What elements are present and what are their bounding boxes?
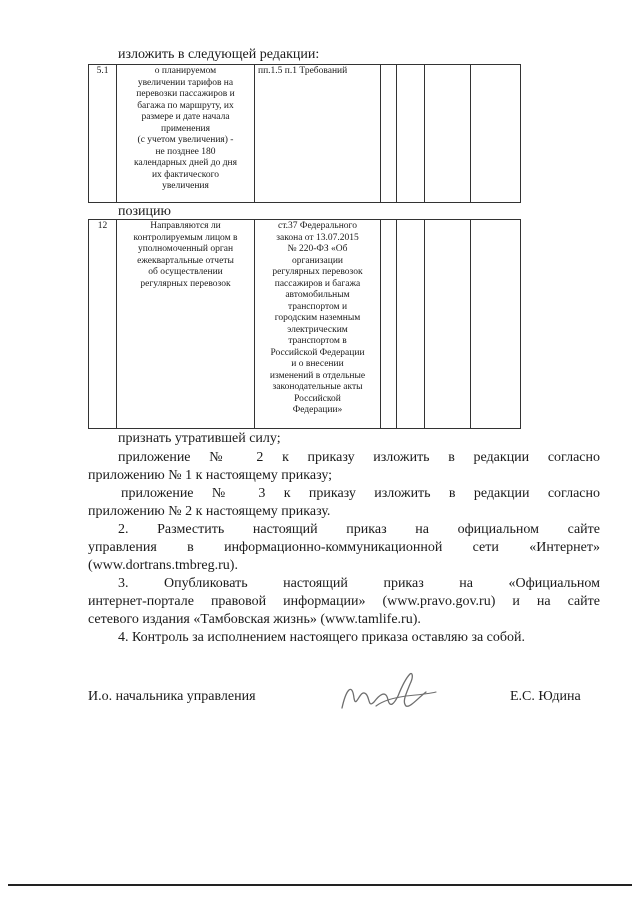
table-row bbox=[89, 65, 521, 203]
body-line-2: приложение № 2 к приказу изложить в редакции согласно bbox=[118, 450, 600, 465]
table-1 bbox=[88, 64, 521, 203]
body-line-6: 2. Разместить настоящий приказ на официальном сайте bbox=[118, 522, 600, 537]
intro-line: изложить в следующей редакции: bbox=[118, 47, 320, 62]
cell-empty bbox=[397, 220, 425, 429]
body-line-7: управления в информационно-коммуникационной сети «Интернет» bbox=[88, 540, 600, 555]
cell-number: 12 bbox=[89, 220, 117, 429]
cell-empty bbox=[471, 220, 521, 429]
cell-empty bbox=[381, 65, 397, 203]
cell-empty bbox=[425, 65, 471, 203]
cell-question: Направляются ли контролируемым лицом в уполномоченный орган ежеквартальные отчеты об осуществлении регулярных перевозок bbox=[117, 220, 255, 429]
cell-empty bbox=[425, 220, 471, 429]
cell-question: о планируемом увеличении тарифов на перевозки пассажиров и багажа по маршруту, их размере и дате начала применения (с учетом увеличения) - не позднее 180 календарных дней до дня их фактического увеличения bbox=[117, 65, 255, 203]
cell-empty bbox=[471, 65, 521, 203]
body-line-4: приложение № 3 к приказу изложить в редакции согласно bbox=[121, 486, 600, 501]
cell-reference: ст.37 Федерального закона от 13.07.2015 № 220-ФЗ «Об организации регулярных перевозок пассажиров и багажа автомобильным транспортом и городским наземным электрическим транспортом в Российской Федерации и о внесении изменений в отдельные законодательные акты Российской Федерации» bbox=[255, 220, 381, 429]
position-label: позицию bbox=[118, 204, 171, 219]
table-2 bbox=[88, 219, 521, 429]
body-line-12: 4. Контроль за исполнением настоящего приказа оставляю за собой. bbox=[118, 630, 526, 645]
signatory-position: И.о. начальника управления bbox=[88, 689, 256, 704]
body-line-3: приложению № 1 к настоящему приказу; bbox=[88, 468, 333, 483]
table-row bbox=[89, 220, 521, 429]
cell-reference: пп.1.5 п.1 Требований bbox=[255, 65, 381, 203]
body-line-11: сетевого издания «Тамбовская жизнь» (www.tamlife.ru). bbox=[88, 612, 421, 627]
cell-empty bbox=[397, 65, 425, 203]
body-line-10: интернет-портале правовой информации» (www.pravo.gov.ru) и на сайте bbox=[88, 594, 600, 609]
body-line-1: признать утратившей силу; bbox=[118, 431, 281, 446]
body-line-8: (www.dortrans.tmbreg.ru). bbox=[88, 558, 238, 573]
signatory-name: Е.С. Юдина bbox=[510, 689, 581, 704]
body-line-5: приложению № 2 к настоящему приказу. bbox=[88, 504, 331, 519]
body-line-9: 3. Опубликовать настоящий приказ на «Официальном bbox=[118, 576, 600, 591]
bottom-rule bbox=[8, 884, 632, 886]
cell-number: 5.1 bbox=[89, 65, 117, 203]
handwritten-signature bbox=[336, 668, 444, 718]
cell-empty bbox=[381, 220, 397, 429]
